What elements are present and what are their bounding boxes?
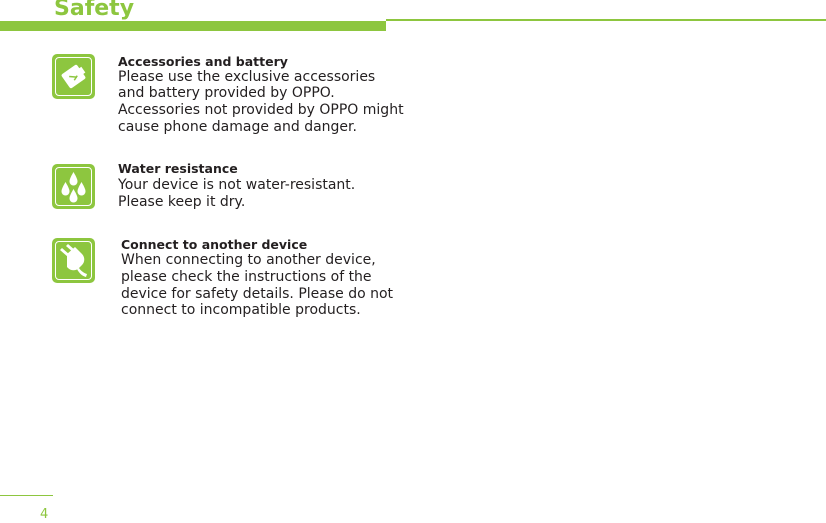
- section-body-line: please check the instructions of the: [121, 269, 372, 285]
- section-heading: Water resistance: [118, 161, 238, 176]
- footer-rule: [0, 495, 53, 496]
- page-title: Safety: [54, 0, 135, 21]
- plug-icon: [52, 238, 95, 283]
- title-underline-thick: [0, 21, 386, 31]
- section-body-line: Your device is not water-resistant.: [118, 177, 356, 193]
- page-number: 4: [40, 507, 49, 522]
- section-body-line: Please use the exclusive accessories: [118, 69, 376, 85]
- section-body-line: connect to incompatible products.: [121, 302, 361, 318]
- water-drops-icon: [52, 164, 95, 209]
- section-body-line: cause phone damage and danger.: [118, 119, 357, 135]
- section-body-line: Accessories not provided by OPPO might: [118, 102, 404, 118]
- section-heading: Connect to another device: [121, 237, 308, 252]
- section-body-line: device for safety details. Please do not: [121, 286, 394, 302]
- section-body-line: Please keep it dry.: [118, 194, 246, 210]
- title-underline-thin: [386, 19, 826, 21]
- battery-icon: [52, 54, 95, 99]
- section-heading: Accessories and battery: [118, 54, 288, 69]
- section-body-line: and battery provided by OPPO.: [118, 85, 335, 101]
- section-body-line: When connecting to another device,: [121, 252, 376, 268]
